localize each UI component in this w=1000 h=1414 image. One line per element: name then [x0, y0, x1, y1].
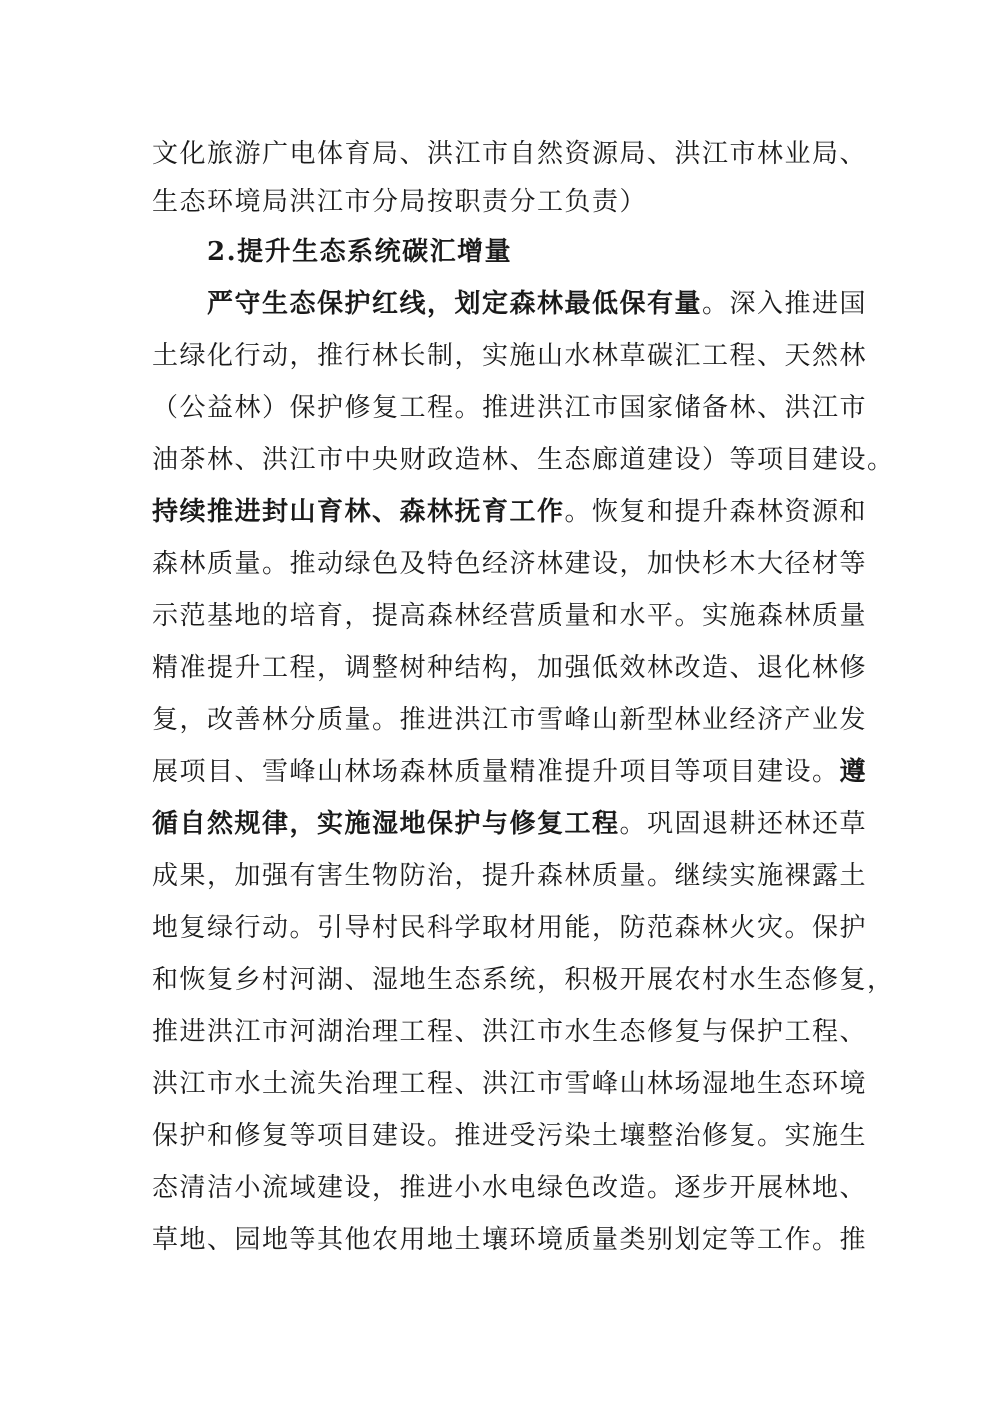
text-line	[152, 748, 868, 796]
line-text: 森林质量。推动绿色及特色经济林建设，加快杉木大径材等	[152, 549, 868, 579]
text-line	[152, 1008, 868, 1056]
line-text: 成果，加强有害生物防治，提升森林质量。继续实施裸露土	[152, 861, 868, 891]
line-text: 洪江市水土流失治理工程、洪江市雪峰山林场湿地生态环境	[152, 1069, 868, 1099]
text-line	[152, 904, 868, 952]
line-text: 保护和修复等项目建设。推进受污染土壤整治修复。实施生	[152, 1121, 868, 1151]
line-text: 复，改善林分质量。推进洪江市雪峰山新型林业经济产业发	[152, 705, 868, 735]
line-text: 。巩固退耕还林还草	[619, 809, 868, 839]
text-line	[152, 384, 868, 432]
bold-lead: 循自然规律，实施湿地保护与修复工程	[152, 809, 620, 839]
line-text: 。恢复和提升森林资源和	[564, 497, 868, 527]
text-line	[152, 540, 868, 588]
text-line	[152, 1216, 868, 1264]
line-text: 示范基地的培育，提高森林经营质量和水平。实施森林质量	[152, 601, 868, 631]
line-text: 草地、园地等其他农用地土壤环境质量类别划定等工作。推	[152, 1225, 868, 1255]
bold-lead: 持续推进封山育林、森林抚育工作	[152, 497, 565, 527]
text-line	[152, 332, 868, 380]
line-text: 油茶林、洪江市中央财政造林、生态廊道建设）等项目建设。	[152, 445, 895, 475]
text-line	[152, 178, 852, 226]
line-text: 。深入推进国	[702, 289, 868, 319]
text-line	[207, 280, 868, 328]
text-line	[152, 1164, 868, 1212]
line-text: 地复绿行动。引导村民科学取材用能，防范森林火灾。保护	[152, 913, 868, 943]
text-line	[152, 488, 868, 536]
text-line	[152, 130, 868, 178]
text-line	[152, 956, 895, 1004]
line-text: 生态环境局洪江市分局按职责分工负责）	[152, 187, 648, 217]
text-line	[152, 644, 868, 692]
line-text: 推进洪江市河湖治理工程、洪江市水生态修复与保护工程、	[152, 1017, 868, 1047]
line-text: 文化旅游广电体育局、洪江市自然资源局、洪江市林业局、	[152, 139, 868, 169]
section-heading	[207, 228, 852, 276]
text-line	[152, 800, 868, 848]
text-line	[152, 1112, 868, 1160]
text-line	[152, 696, 868, 744]
line-text: （公益林）保护修复工程。推进洪江市国家储备林、洪江市	[152, 393, 868, 423]
text-line	[152, 592, 868, 640]
bold-tail: 遵	[839, 757, 868, 787]
line-text: 态清洁小流域建设，推进小水电绿色改造。逐步开展林地、	[152, 1173, 868, 1203]
heading-text: 2.提升生态系统碳汇增量	[207, 237, 513, 267]
bold-lead: 严守生态保护红线，划定森林最低保有量	[207, 289, 703, 319]
line-text: 土绿化行动，推行林长制，实施山水林草碳汇工程、天然林	[152, 341, 868, 371]
text-line	[152, 436, 895, 484]
text-line	[152, 1060, 868, 1108]
line-text: 精准提升工程，调整树种结构，加强低效林改造、退化林修	[152, 653, 868, 683]
line-text: 展项目、雪峰山林场森林质量精准提升项目等项目建设。	[152, 757, 840, 787]
line-text: 和恢复乡村河湖、湿地生态系统，积极开展农村水生态修复，	[152, 965, 895, 995]
text-line	[152, 852, 868, 900]
